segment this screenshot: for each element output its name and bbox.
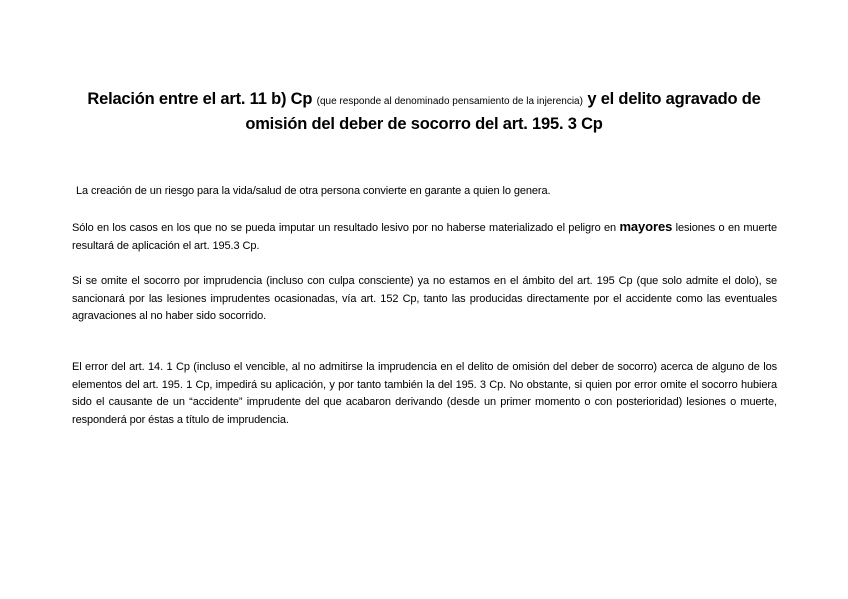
emphasized-word: mayores (619, 219, 673, 234)
paragraph-text: lesiones o en muerte resultará de aplicación el art. 195.3 Cp. (72, 222, 777, 252)
paragraph-risk-creation: La creación de un riesgo para la vida/salud de otra persona convierte en garante a quien lo genera. (76, 185, 551, 197)
title-main: Relación entre el art. 11 b) Cp (87, 90, 313, 108)
title-continuation: y el delito agravado de omisión del deber de socorro del art. 195. 3 Cp (245, 90, 761, 133)
document-title (60, 88, 788, 136)
title-parenthetical: (que responde al denominado pensamiento de la injerencia) (316, 96, 583, 107)
paragraph-imprudence: Si se omite el socorro por imprudencia (incluso con culpa consciente) ya no estamos en el ámbito del art. 195 Cp (que solo admite el dolo), se sancionará por las lesiones imprudentes ocasionadas, vía art. 152 Cp, tanto las producidas directamente por el accidente como las eventuales agravaciones al no haber sido socorrido. (72, 275, 777, 322)
paragraph-error: El error del art. 14. 1 Cp (incluso el vencible, al no admitirse la imprudencia en el delito de omisión del deber de socorro) acerca de alguno de los elementos del art. 195. 1 Cp, impedirá su aplicación, y por tanto también la del 195. 3 Cp. No obstante, si quien por error omite el socorro hubiera sido el causante de un “accidente” imprudente del que acabaron derivando (desde un primer momento o con posterioridad) lesiones o muerte, responderá por éstas a título de imprudencia. (72, 361, 777, 426)
paragraph-aggravated-application (72, 218, 777, 255)
paragraph-text: Sólo en los casos en los que no se pueda imputar un resultado lesivo por no haberse materializado el peligro en (72, 222, 617, 234)
